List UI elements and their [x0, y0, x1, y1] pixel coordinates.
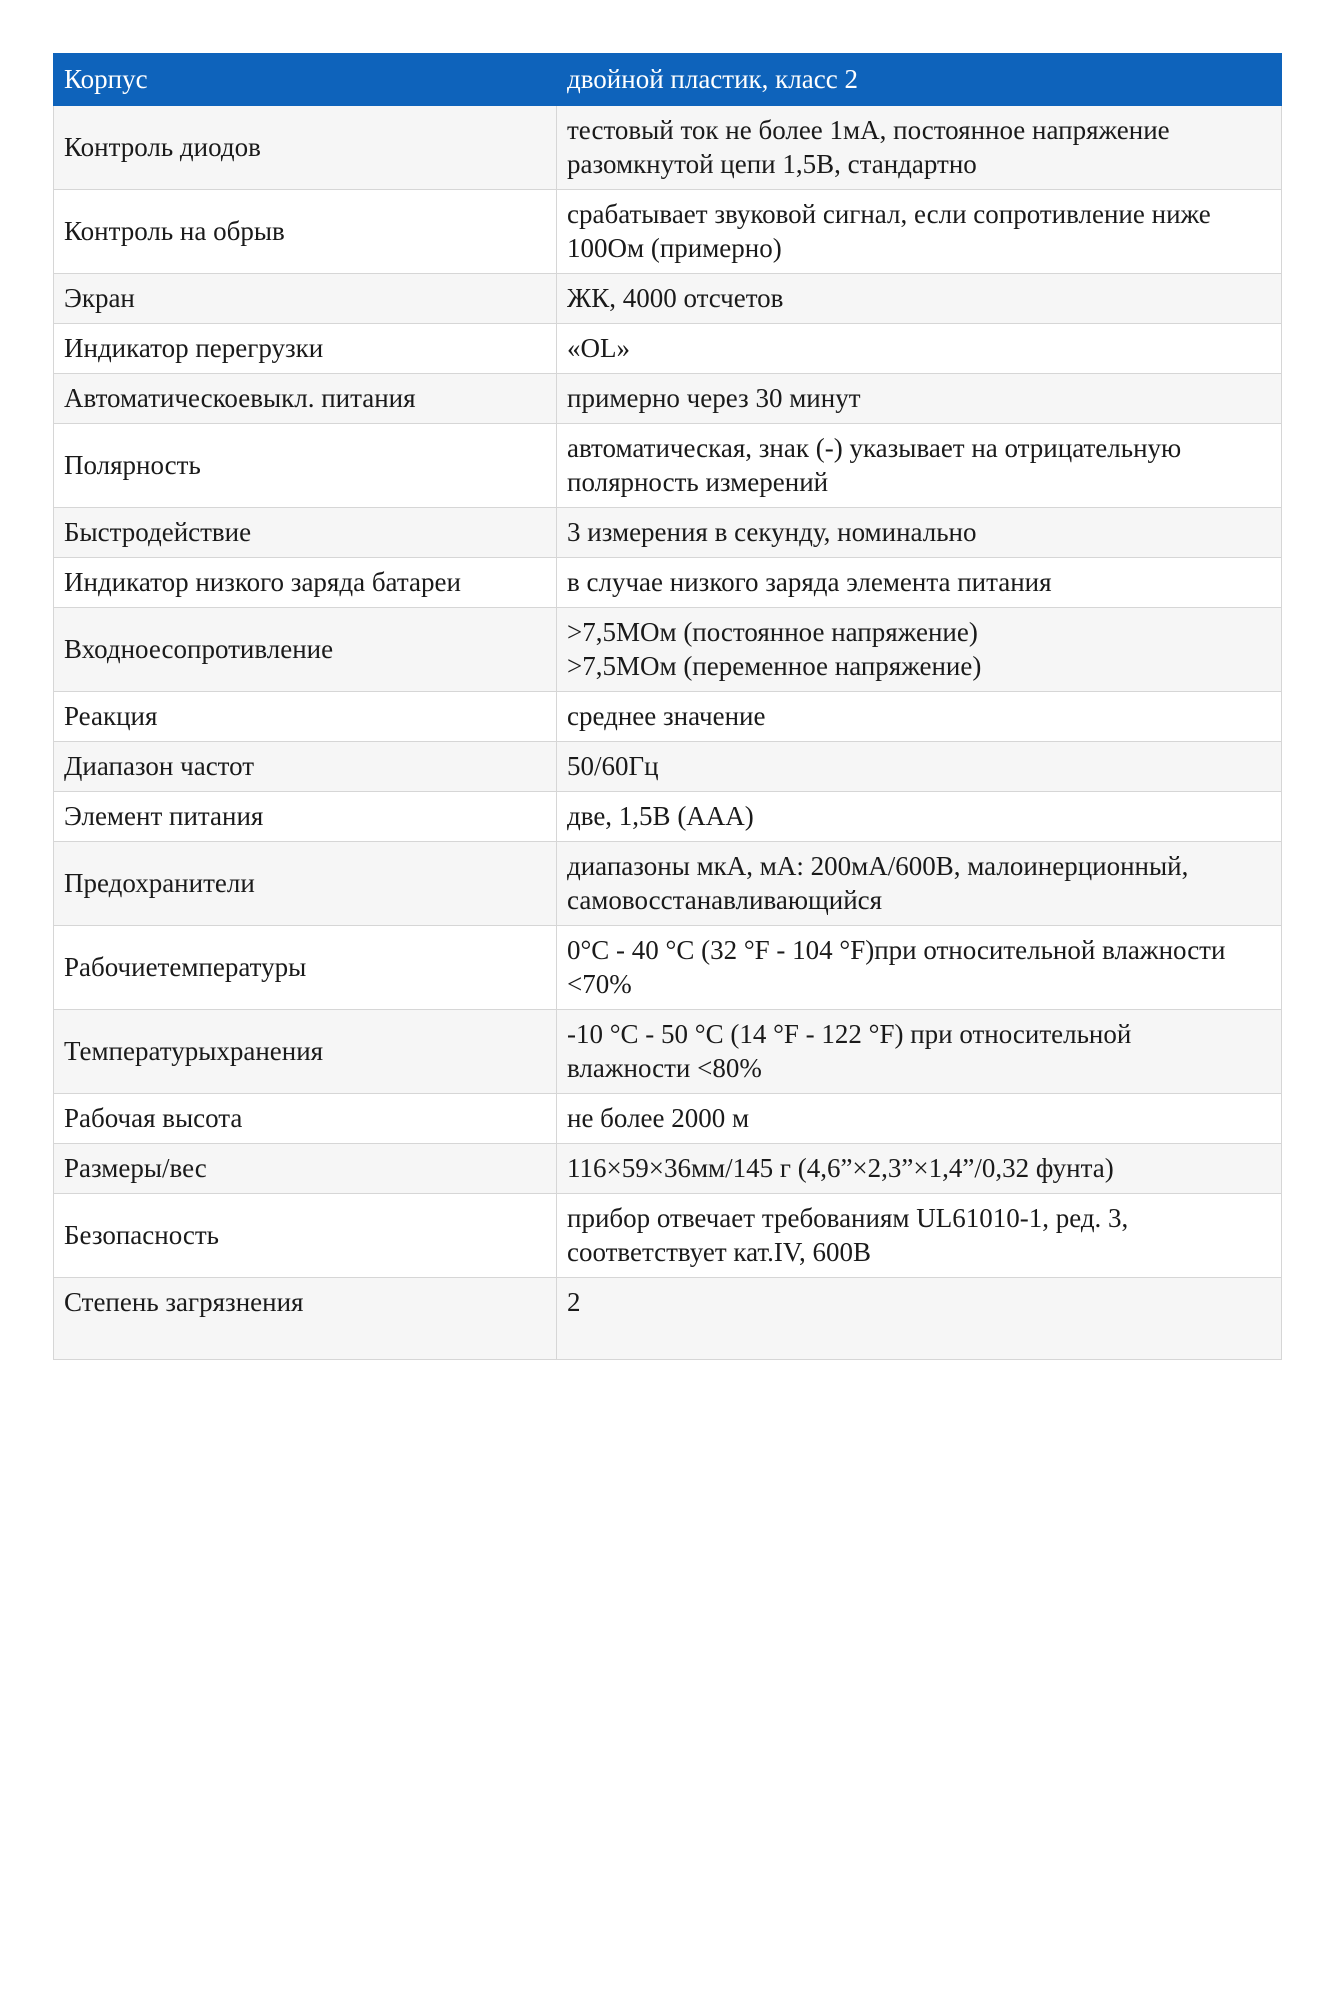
parameter-cell: Индикатор низкого заряда батареи: [54, 558, 557, 608]
value-line: 50/60Гц: [567, 751, 659, 781]
table-row: [54, 424, 1282, 508]
value-cell: [557, 692, 1282, 742]
value-line: тестовый ток не более 1мА, постоянное напряжение: [567, 115, 1170, 145]
table-row: [54, 1194, 1282, 1278]
parameter-cell: Контроль на обрыв: [54, 190, 557, 274]
value-line: в случае низкого заряда элемента питания: [567, 567, 1052, 597]
value-line: соответствует кат.IV, 600В: [567, 1237, 871, 1267]
table-row: [54, 792, 1282, 842]
table-row: [54, 274, 1282, 324]
header-parameter-cell: Корпус: [54, 54, 557, 106]
value-cell: [557, 792, 1282, 842]
value-line: 0°C - 40 °C (32 °F - 104 °F)при относительной влажности: [567, 935, 1226, 965]
parameter-cell: Диапазон частот: [54, 742, 557, 792]
value-line: <70%: [567, 969, 632, 999]
parameter-cell: Безопасность: [54, 1194, 557, 1278]
value-line: >7,5МОм (переменное напряжение): [567, 651, 982, 681]
value-line: «OL»: [567, 333, 630, 363]
table-row: [54, 374, 1282, 424]
table-row: [54, 842, 1282, 926]
value-line: не более 2000 м: [567, 1103, 750, 1133]
parameter-cell: Экран: [54, 274, 557, 324]
table-row: [54, 608, 1282, 692]
value-line: диапазоны мкА, мА: 200мА/600В, малоинерционный,: [567, 851, 1189, 881]
value-cell: [557, 1094, 1282, 1144]
value-line: влажности <80%: [567, 1053, 762, 1083]
value-line: полярность измерений: [567, 467, 829, 497]
value-cell: [557, 608, 1282, 692]
value-line: разомкнутой цепи 1,5В, стандартно: [567, 149, 977, 179]
table-row: [54, 926, 1282, 1010]
value-line: 3 измерения в секунду, номинально: [567, 517, 977, 547]
specifications-table-body: [54, 54, 1282, 1360]
value-line: ЖК, 4000 отсчетов: [567, 283, 784, 313]
value-cell: [557, 842, 1282, 926]
value-cell: [557, 324, 1282, 374]
parameter-cell: Рабочая высота: [54, 1094, 557, 1144]
parameter-cell: Степень загрязнения: [54, 1278, 557, 1360]
value-line: 2: [567, 1287, 581, 1317]
value-cell: [557, 106, 1282, 190]
table-row: [54, 558, 1282, 608]
parameter-cell: Рабочиетемпературы: [54, 926, 557, 1010]
value-cell: [557, 274, 1282, 324]
value-cell: [557, 374, 1282, 424]
parameter-cell: Автоматическоевыкл. питания: [54, 374, 557, 424]
table-row: [54, 1094, 1282, 1144]
parameter-cell: Размеры/вес: [54, 1144, 557, 1194]
table-row: [54, 106, 1282, 190]
value-cell: [557, 1194, 1282, 1278]
value-line: среднее значение: [567, 701, 766, 731]
value-line: >7,5МОм (постоянное напряжение): [567, 617, 978, 647]
value-line: 100Ом (примерно): [567, 233, 782, 263]
table-row: [54, 190, 1282, 274]
value-line: 116×59×36мм/145 г (4,6”×2,3”×1,4”/0,32 фунта): [567, 1153, 1114, 1183]
value-cell: [557, 742, 1282, 792]
table-row: [54, 1010, 1282, 1094]
value-cell: [557, 1278, 1282, 1360]
document-page: [53, 53, 1281, 1360]
parameter-cell: Входноесопротивление: [54, 608, 557, 692]
table-row: [54, 742, 1282, 792]
parameter-cell: Температурыхранения: [54, 1010, 557, 1094]
parameter-cell: Элемент питания: [54, 792, 557, 842]
table-row: [54, 692, 1282, 742]
value-line: -10 °C - 50 °C (14 °F - 122 °F) при относительной: [567, 1019, 1132, 1049]
value-line: автоматическая, знак (-) указывает на отрицательную: [567, 433, 1182, 463]
parameter-cell: Полярность: [54, 424, 557, 508]
table-row: [54, 508, 1282, 558]
value-line: самовосстанавливающийся: [567, 885, 883, 915]
value-cell: [557, 508, 1282, 558]
value-line: прибор отвечает требованиям UL61010-1, ред. 3,: [567, 1203, 1129, 1233]
table-row: [54, 1278, 1282, 1360]
value-cell: [557, 558, 1282, 608]
value-line: две, 1,5В (ААА): [567, 801, 754, 831]
value-cell: [557, 1144, 1282, 1194]
table-row: [54, 1144, 1282, 1194]
parameter-cell: Предохранители: [54, 842, 557, 926]
value-line: срабатывает звуковой сигнал, если сопротивление ниже: [567, 199, 1211, 229]
value-cell: [557, 190, 1282, 274]
value-cell: [557, 424, 1282, 508]
table-row: [54, 324, 1282, 374]
table-header-row: [54, 54, 1282, 106]
parameter-cell: Индикатор перегрузки: [54, 324, 557, 374]
parameter-cell: Контроль диодов: [54, 106, 557, 190]
header-value-cell: двойной пластик, класс 2: [557, 54, 1282, 106]
value-cell: [557, 926, 1282, 1010]
value-line: примерно через 30 минут: [567, 383, 861, 413]
parameter-cell: Быстродействие: [54, 508, 557, 558]
value-cell: [557, 1010, 1282, 1094]
parameter-cell: Реакция: [54, 692, 557, 742]
specifications-table: [53, 53, 1282, 1360]
